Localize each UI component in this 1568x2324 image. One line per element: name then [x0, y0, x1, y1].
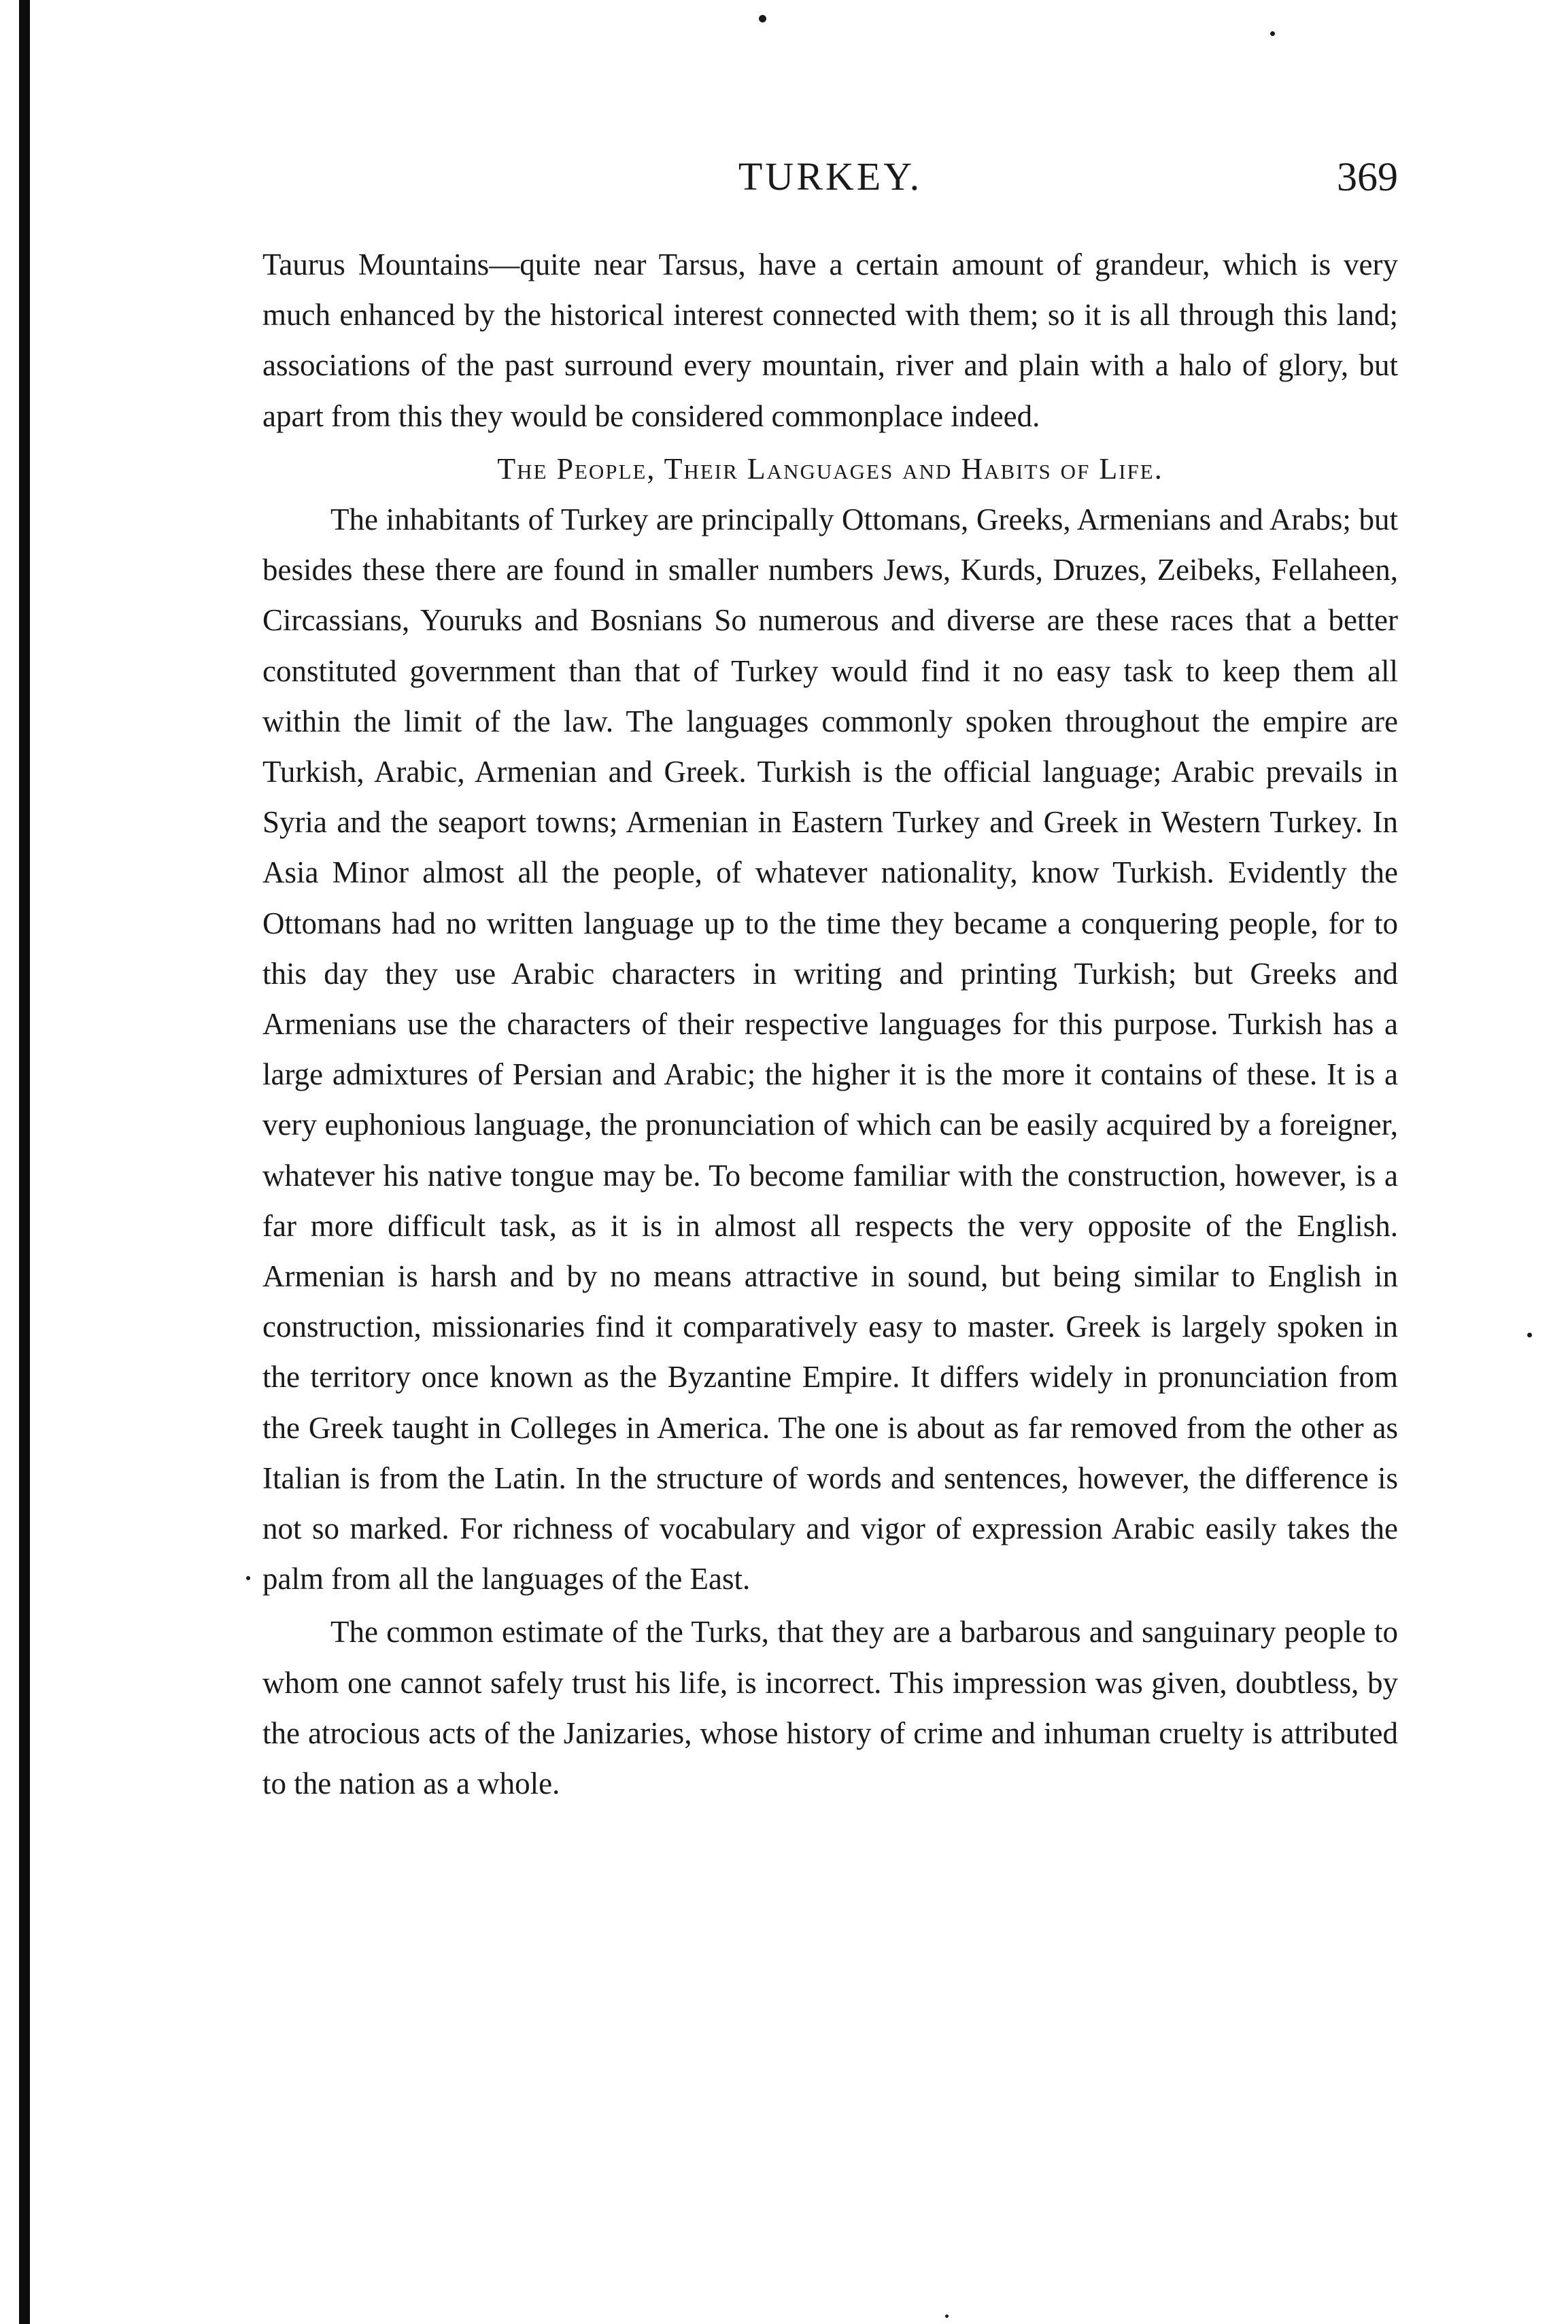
running-head — [262, 154, 1398, 215]
scan-binding-edge — [19, 0, 30, 2324]
scan-speck — [1270, 31, 1275, 36]
paragraph-common-estimate: The common estimate of the Turks, that they are a barbarous and sanguinary people to whom one cannot safely trust his life, is incorrect. This impression was given, doubtless, by the atrocious acts of the Janizaries, whose history of crime and inhuman cruelty is attributed to the nation as a whole. — [262, 1615, 1398, 1801]
running-title: TURKEY. — [738, 154, 923, 199]
scan-speck — [759, 15, 766, 22]
paragraph-inhabitants: The inhabitants of Turkey are principally Ottomans, Greeks, Armenians and Arabs; but besides these there are found in smaller numbers Jews, Kurds, Druzes, Zeibeks, Fellaheen, Circassians, Youruks and Bosnians So numerous and diverse are these races that a better constituted government than that of Turkey would find it no easy task to keep them all within the limit of the law. The languages commonly spoken throughout the empire are Turkish, Arabic, Armenian and Greek. Turkish is the official language; Arabic prevails in Syria and the seaport towns; Armenian in Eastern Turkey and Greek in Western Turkey. In Asia Minor almost all the people, of whatever nationality, know Turkish. Evidently the Ottomans had no written language up to the time they became a conquering people, for to this day they use Arabic characters in writing and printing Turkish; but Greeks and Armenians use the characters of their respective languages for this purpose. Turkish has a large admixtures of Persian and Arabic; the higher it is the more it contains of these. It is a very euphonious language, the pronunciation of which can be easily acquired by a foreigner, whatever his native tongue may be. To become familiar with the construction, however, is a far more difficult task, as it is in almost all respects the very opposite of the English. Armenian is harsh and by no means attractive in sound, but being similar to English in construction, missionaries find it comparatively easy to master. Greek is largely spoken in the territory once known as the Byzantine Empire. It differs widely in pronunciation from the Greek taught in Colleges in America. The one is about as far removed from the other as Italian is from the Latin. In the structure of words and sentences, however, the difference is not so marked. For richness of vocabulary and vigor of expression Arabic easily takes the palm from all the languages of the East. — [262, 502, 1398, 1596]
paragraph-taurus: Taurus Mountains—quite near Tarsus, have a certain amount of grandeur, which is very much enhanced by the historical interest connected with them; so it is all through this land; associations of the past surround every mountain, river and plain with a halo of glory, but apart from this they would be considered commonplace indeed. — [262, 247, 1398, 433]
page-body — [262, 239, 1398, 1809]
page-number: 369 — [1337, 154, 1398, 199]
scan-speck — [246, 1576, 250, 1580]
scan-speck — [1527, 1333, 1532, 1337]
scan-speck — [945, 2314, 949, 2318]
section-heading: The People, Their Languages and Habits of Life. — [497, 451, 1163, 485]
